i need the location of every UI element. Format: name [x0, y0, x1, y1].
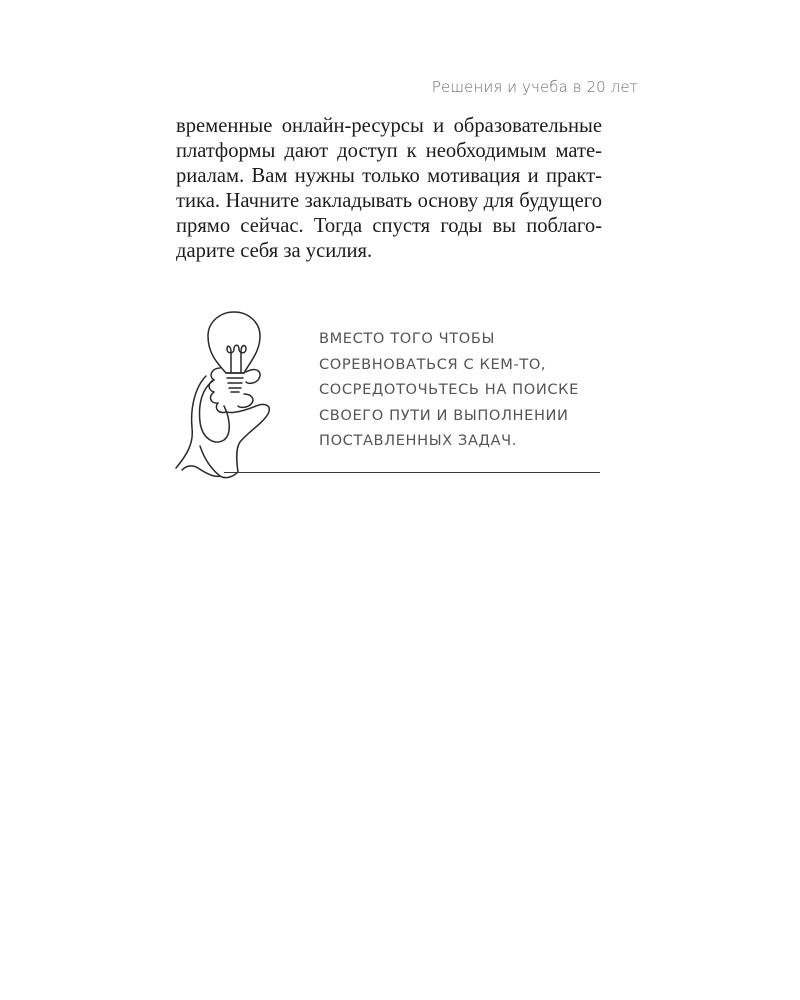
- pull-quote-block: [174, 306, 604, 484]
- quote-line: ПОСТАВЛЕННЫХ ЗАДАЧ.: [319, 432, 517, 449]
- body-line: временные онлайн-ресурсы и образовательные: [176, 115, 602, 137]
- quote-line: ВМЕСТО ТОГО ЧТОБЫ: [319, 330, 495, 347]
- pull-quote-text: [319, 326, 599, 454]
- quote-line: СВОЕГО ПУТИ И ВЫПОЛНЕНИИ: [319, 406, 569, 424]
- body-paragraph: [176, 114, 602, 264]
- lightbulb-in-hand-icon: [174, 306, 284, 482]
- quote-underline-rule: [224, 472, 600, 473]
- quote-line: СОСРЕДОТОЧЬТЕСЬ НА ПОИСКЕ: [319, 381, 579, 398]
- quote-line: СОРЕВНОВАТЬСЯ С КЕМ-ТО,: [319, 355, 547, 373]
- running-header: Решения и учеба в 20 лет: [431, 78, 638, 96]
- body-line: дарите себя за усилия.: [176, 240, 373, 262]
- body-line: прямо сейчас. Тогда спустя годы вы поблаго-: [176, 215, 602, 237]
- body-line: риалам. Вам нужны только мотивация и практ-: [176, 165, 602, 187]
- body-line: тика. Начните закладывать основу для будущего: [176, 190, 602, 212]
- body-line: платформы дают доступ к необходимым мате-: [176, 140, 602, 162]
